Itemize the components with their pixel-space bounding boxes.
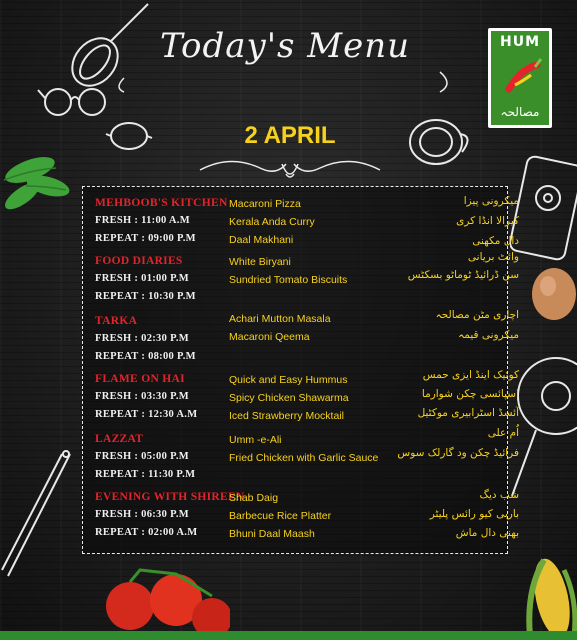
show-name: MEHBOOB'S KITCHEN	[95, 197, 228, 209]
dish-item: Achari Mutton Masala	[229, 313, 331, 325]
show-name: FLAME ON HAI	[95, 373, 185, 385]
dish-item: Bhuni Daal Maash	[229, 528, 315, 540]
dish-urdu: آئسڈ اسٹرابیری موکٹیل	[417, 407, 519, 419]
dish-item: Fried Chicken with Garlic Sauce	[229, 452, 379, 464]
page-title: Today's Menu	[159, 26, 411, 66]
menu-panel	[82, 186, 519, 554]
lemon-illustration	[104, 116, 154, 156]
tomatoes-illustration	[100, 560, 230, 640]
fresh-time: FRESH : 11:00 A.M	[95, 215, 190, 226]
hum-masala-logo	[488, 28, 552, 128]
dish-item: Sundried Tomato Biscuits	[229, 274, 348, 286]
mint-leaves-illustration	[0, 140, 90, 220]
repeat-time: REPEAT : 12:30 A.M	[95, 409, 198, 420]
cutting-board-illustration	[510, 150, 577, 270]
show-name: LAZZAT	[95, 433, 144, 445]
dish-urdu: میکرونی قیمہ	[458, 329, 519, 341]
dish-urdu: اُم علی	[487, 427, 519, 439]
dish-urdu: کیرالا انڈا کری	[456, 215, 519, 227]
logo-brand-text: HUM	[499, 34, 541, 50]
fresh-time: FRESH : 06:30 P.M	[95, 509, 189, 520]
dish-item: Iced Strawberry Mocktail	[229, 410, 344, 422]
fresh-time: FRESH : 02:30 P.M	[95, 333, 189, 344]
logo-urdu-text: مصالحہ	[500, 105, 540, 119]
teacup-illustration	[400, 112, 480, 172]
fresh-time: FRESH : 03:30 P.M	[95, 391, 189, 402]
menu-date: 2 APRIL	[244, 122, 336, 149]
rolling-pin-illustration	[0, 450, 80, 580]
dish-urdu: دال مکھنی	[472, 235, 519, 247]
dish-item: Macaroni Qeema	[229, 331, 310, 343]
dish-item: Spicy Chicken Shawarma	[229, 392, 349, 404]
dish-urdu: سن ڈرائیڈ ٹوماٹو بسکٹس	[407, 269, 519, 281]
dish-urdu: فرائیڈ چکن ود گارلک سوس	[397, 447, 519, 459]
repeat-time: REPEAT : 02:00 A.M	[95, 527, 198, 538]
chili-icon	[501, 55, 545, 99]
dish-urdu: کوئیک اینڈ ایزی حمس	[422, 369, 519, 381]
dish-item: Macaroni Pizza	[229, 198, 301, 210]
dish-item: Kerala Anda Curry	[229, 216, 315, 228]
egg-illustration	[526, 262, 577, 324]
dish-item: Quick and Easy Hummus	[229, 374, 348, 386]
repeat-time: REPEAT : 10:30 P.M	[95, 291, 196, 302]
fresh-time: FRESH : 05:00 P.M	[95, 451, 189, 462]
dish-urdu: شب دیگ	[479, 489, 519, 501]
dish-urdu: اچاری مٹن مصالحہ	[435, 309, 519, 321]
dish-urdu: وائٹ بریانی	[467, 251, 519, 263]
dish-item: White Biryani	[229, 256, 291, 268]
dish-urdu: بھنی دال ماش	[455, 527, 519, 539]
show-name: EVENING WITH SHIREEN	[95, 491, 245, 503]
dish-item: Daal Makhani	[229, 234, 294, 246]
dish-urdu: اسپائسی چکن شوارما	[421, 388, 519, 400]
footer-bar	[0, 631, 577, 640]
title-swirl-ornament	[110, 66, 460, 96]
corn-illustration	[520, 540, 577, 640]
dish-item: Umm -e-Ali	[229, 434, 282, 446]
show-name: FOOD DIARIES	[95, 255, 183, 267]
fresh-time: FRESH : 01:00 P.M	[95, 273, 189, 284]
dish-item: Barbecue Rice Platter	[229, 510, 332, 522]
dish-urdu: میکرونی پیزا	[463, 195, 519, 207]
flourish-ornament	[190, 150, 390, 186]
repeat-time: REPEAT : 08:00 P.M	[95, 351, 196, 362]
dish-urdu: باربی کیو رائس پلیٹر	[429, 508, 519, 520]
dish-item: Shab Daig	[229, 492, 279, 504]
repeat-time: REPEAT : 09:00 P.M	[95, 233, 196, 244]
show-name: TARKA	[95, 315, 138, 327]
repeat-time: REPEAT : 11:30 P.M	[95, 469, 196, 480]
